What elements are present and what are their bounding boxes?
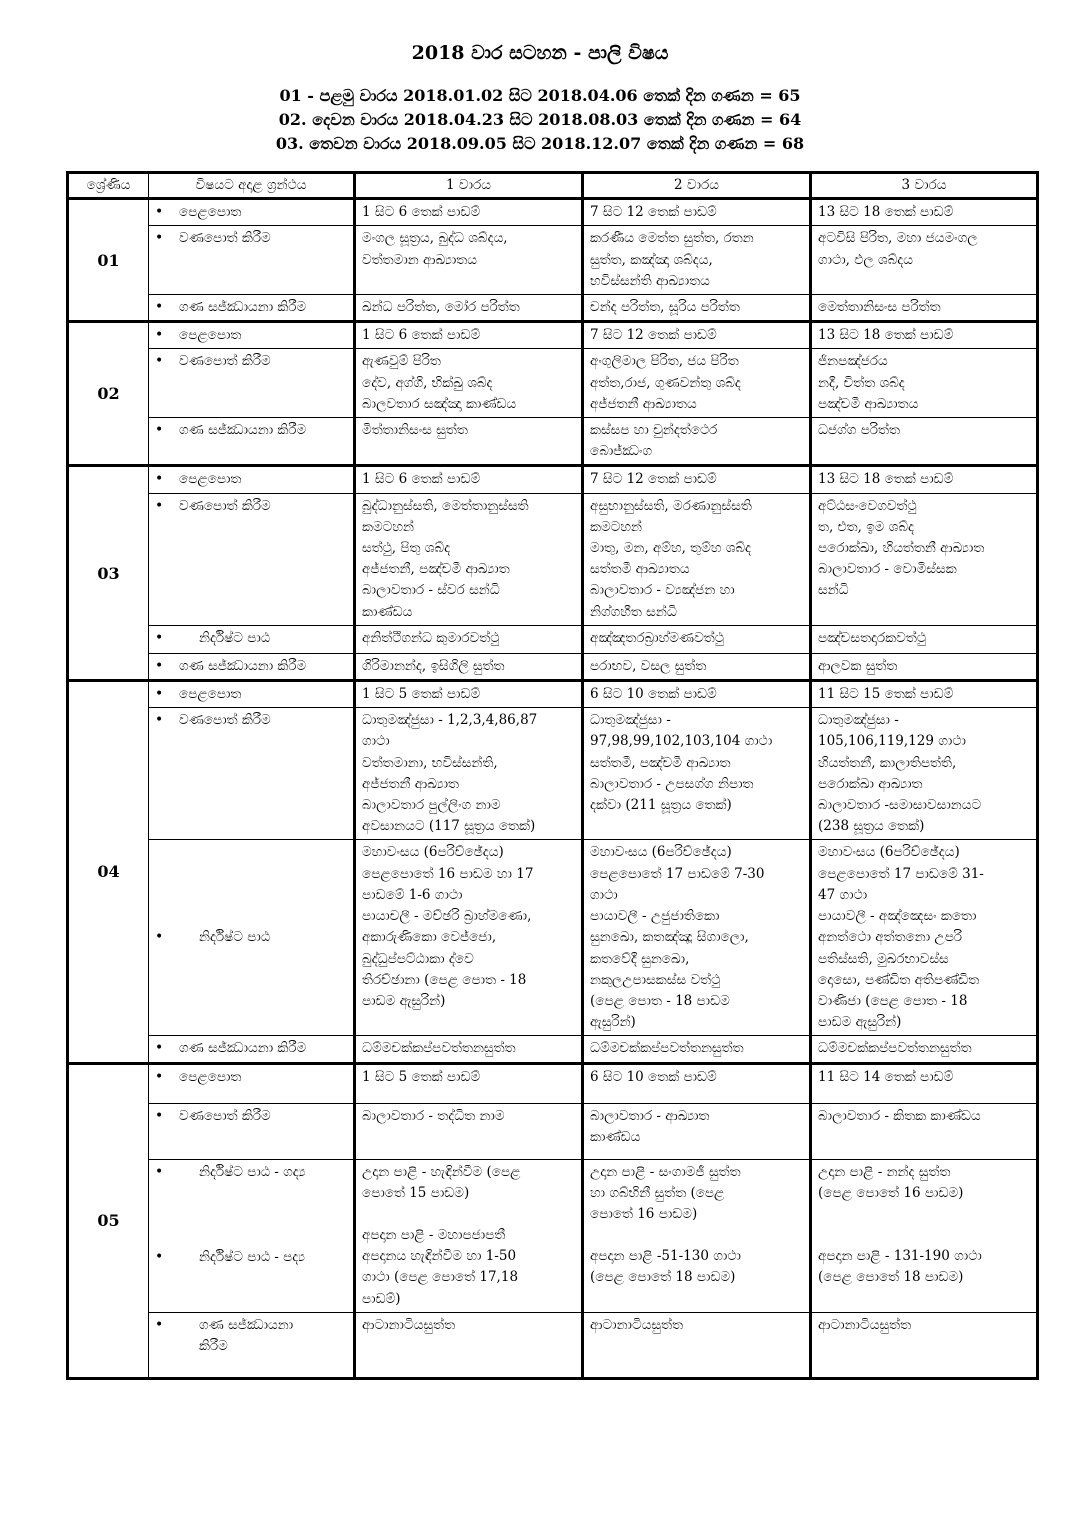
subject-cell: [149, 1036, 355, 1063]
cell-line: 7 සිට 12 තෙක් පාඩම්: [590, 327, 717, 344]
cell-line: පරොක්ඛා, හියත්තනී ආඛ්‍යාත: [818, 540, 985, 557]
cell-line: පාඩම ඇසුරින්): [818, 1014, 902, 1031]
cell-line: පරාභව, වසල සුත්ත: [590, 657, 707, 674]
term-2-cell: [583, 1159, 811, 1312]
cell-line: අනත්ථො අත්තනො උපරි: [818, 929, 963, 946]
term-1-cell: [355, 1036, 583, 1063]
cell-line: අත්ත,රාජ, ගුණවන්තු ශබ්ද: [590, 374, 741, 391]
cell-line: 1 සිට 6 තෙක් පාඩම්: [362, 204, 481, 221]
term-2-cell: [583, 1036, 811, 1063]
term-3-cell: [811, 1312, 1038, 1378]
cell-line: අට්ඨසංවෙගවත්ථු: [818, 497, 917, 514]
cell-line: ගිරිමානන්ද, ඉසිගිලි සුත්ත: [362, 657, 505, 674]
cell-line: ධම්මචක්කප්පවත්තනසුත්ත: [590, 1040, 744, 1057]
term-1-cell: [355, 295, 583, 322]
table-row: [68, 1103, 1038, 1159]
cell-line: 6 සිට 10 තෙක් පාඩම්: [590, 1068, 717, 1085]
header-term-2: 2 වාරය: [583, 173, 811, 199]
cell-line: 47 ගාථා: [818, 886, 868, 903]
term-1-cell: [355, 418, 583, 466]
cell-line: පාඩම්): [362, 1290, 401, 1307]
term-2-cell: [583, 466, 811, 493]
page-title: 2018 වාර සටහන - පාලි විෂය: [411, 42, 669, 64]
subject-label: පෙළපොත: [179, 1068, 242, 1085]
cell-line: ආටානාටියසුත්ත: [818, 1316, 912, 1333]
table-row: [68, 1063, 1038, 1103]
term-3-cell: [811, 840, 1038, 1036]
term-1-cell: [355, 708, 583, 840]
subject-label: නිර්දිෂ්ට පාඨ: [199, 629, 270, 646]
term-2-cell: [583, 349, 811, 418]
subject-cell: [149, 493, 355, 625]
cell-line: 7 සිට 12 තෙක් පාඩම්: [590, 471, 717, 488]
cell-line: පායාවලී - අඤ්ඤෙසං කතො: [818, 908, 977, 925]
term-3-cell: [811, 681, 1038, 708]
subject-label: නිර්දිෂ්ට පාඨ: [199, 929, 270, 946]
grade-cell: 05: [68, 1063, 149, 1378]
cell-line: මංගල සූත්‍රය, බුද්ධ ශබ්දය,: [362, 230, 508, 247]
cell-line: අපදාන පාළි - මහාපජාපතී: [362, 1226, 506, 1243]
cell-line: වාණිජා (පෙළ පොත - 18: [818, 992, 968, 1009]
cell-line: පොතේ 15 පාඩම): [362, 1184, 470, 1201]
cell-line: 1 සිට 6 තෙක් පාඩම්: [362, 471, 481, 488]
cell-line: ගාථා (පෙළ පොතේ 17,18: [362, 1269, 519, 1286]
cell-line: [590, 1225, 803, 1246]
cell-line: පායාවලී - උජුජාතිකො: [590, 908, 720, 925]
term-3-cell: [811, 1036, 1038, 1063]
subject-cell: [149, 653, 355, 680]
schedule-body: [68, 199, 1038, 1379]
cell-line: ධාතුමඤ්ජුසා -: [818, 712, 899, 729]
term-3-cell: [811, 625, 1038, 653]
term-3-cell: [811, 653, 1038, 680]
table-row: [68, 708, 1038, 840]
table-row: [68, 681, 1038, 708]
subject-label: පෙළපොත: [179, 204, 242, 221]
cell-line: ආලවක සුත්ත: [818, 657, 898, 674]
subject-cell: [149, 466, 355, 493]
cell-line: අඤ්ඤතරබ්‍රාහ්මණවත්ථු: [590, 629, 724, 646]
cell-line: අවසානයට (117 සූත්‍රය තෙක්): [362, 818, 536, 835]
term-3-cell: [811, 418, 1038, 466]
term-2-dates: 02. දෙවන වාරය 2018.04.23 සිට 2018.08.03 තෙක් දින ගණන = 64: [278, 110, 802, 129]
cell-line: බුද්ධුප්පට්ඨාකා ද්වෙ: [362, 950, 474, 967]
table-row: [68, 322, 1038, 349]
subject-label: වණපොත් කිරීම: [179, 712, 271, 729]
term-3-cell: [811, 322, 1038, 349]
cell-line: 1 සිට 5 තෙක් පාඩම්: [362, 1068, 481, 1085]
cell-line: සත්තමී ආඛ්‍යාතය: [590, 561, 690, 578]
term-2-cell: [583, 199, 811, 226]
header-row: [68, 173, 1038, 199]
term-1-cell: [355, 349, 583, 418]
cell-line: බාලාවතාර - ආඛ්‍යාත: [590, 1107, 710, 1124]
cell-line: 13 සිට 18 තෙක් පාඩම්: [818, 204, 954, 221]
table-row: [68, 625, 1038, 653]
cell-line: පඤ්චසතදාරකවත්ථු: [818, 629, 926, 646]
cell-line: බාලාවතාර - කිතක කාණ්ඩය: [818, 1107, 981, 1124]
table-row: [68, 1159, 1038, 1312]
subject-cell: [149, 1159, 355, 1312]
cell-line: හා ගබ්භිනී සුත්ත (පෙළ: [590, 1184, 725, 1201]
term-3-cell: [811, 349, 1038, 418]
term-3-cell: [811, 466, 1038, 493]
cell-line: අසුභානුස්සති, මරණානුස්සති: [590, 497, 752, 514]
grade-cell: 02: [68, 322, 149, 466]
cell-line: 13 සිට 18 තෙක් පාඩම්: [818, 327, 954, 344]
term-2-cell: [583, 708, 811, 840]
cell-line: ආටානාටියසුත්ත: [590, 1316, 684, 1333]
cell-line: 105,106,119,129 ගාථා: [818, 733, 966, 750]
cell-line: ධජග්ග පරිත්ත: [818, 422, 900, 439]
subject-label-2: කිරීම: [199, 1337, 228, 1354]
term-1-cell: [355, 681, 583, 708]
subject-cell: [149, 322, 355, 349]
term-2-cell: [583, 226, 811, 295]
table-row: [68, 493, 1038, 625]
cell-line: 7 සිට 12 තෙක් පාඩම්: [590, 204, 717, 221]
term-1-cell: [355, 840, 583, 1036]
header-grade: ශ්‍රේණිය: [68, 173, 149, 199]
term-3-dates: 03. තෙවන වාරය 2018.09.05 සිට 2018.12.07 තෙක් දින ගණන = 68: [275, 134, 805, 153]
cell-line: ධම්මචක්කප්පවත්තනසුත්ත: [362, 1040, 516, 1057]
header-subject: විෂයට අදාළ ග්‍රන්ථය: [149, 173, 355, 199]
subject-cell: [149, 199, 355, 226]
term-1-cell: [355, 1103, 583, 1159]
cell-line: ගාථා, ඵල ශබ්දය: [818, 251, 913, 268]
cell-line: ධාතුමඤ්ජුසා -: [590, 712, 671, 729]
subject-cell: [149, 295, 355, 322]
cell-line: අංගුලිමාල පිරිත, ජය පිරිත: [590, 353, 739, 370]
cell-line: හියත්තනී, කාලාතිපත්ති,: [818, 754, 957, 771]
cell-line: භවිස්සන්ති ආඛ්‍යාතය: [590, 272, 710, 289]
cell-line: ඇණවුම් පිරිත: [362, 353, 441, 370]
cell-line: බාලාවතාර පුල්ලිංග නාම: [362, 797, 501, 814]
subject-cell: [149, 1312, 355, 1378]
cell-line: පාඩමේ 1-6 ගාථා: [362, 886, 463, 903]
cell-line: උදාන පාළි - හැඳින්වීම (පෙළ: [362, 1163, 521, 1180]
cell-line: කමටහන්: [362, 518, 414, 535]
cell-line: කස්සප හා චුන්දත්ථෙර: [590, 422, 718, 439]
cell-line: 11 සිට 15 තෙක් පාඩම්: [818, 686, 954, 703]
header-term-3: 3 වාරය: [811, 173, 1038, 199]
cell-line: ආටානාටියසුත්ත: [362, 1316, 456, 1333]
subject-label: නිර්දිෂ්ට පාඨ - ගද්‍ය: [199, 1163, 306, 1180]
term-2-cell: [583, 1063, 811, 1103]
term-1-dates: 01 - පළමු වාරය 2018.01.02 සිට 2018.04.06 තෙක් දින ගණන = 65: [279, 86, 801, 105]
cell-line: බාලාවතාර - ව්‍යඤ්ජන හා: [590, 582, 735, 599]
cell-line: අජ්ජතනී ආඛ්‍යාතය: [590, 395, 697, 412]
cell-line: බාලාවතාර -සමාසාවසානයට: [818, 797, 982, 814]
schedule-table: [66, 171, 1039, 1380]
term-1-cell: [355, 653, 583, 680]
term-3-cell: [811, 199, 1038, 226]
term-3-cell: [811, 295, 1038, 322]
table-row: [68, 199, 1038, 226]
subject-cell: [149, 681, 355, 708]
cell-line: අකාරුණිකො වෙජ්ජො,: [362, 929, 497, 946]
cell-line: කරණීය මෙත්ත සුත්ත, රතන: [590, 230, 754, 247]
cell-line: අනිත්ථිගන්ධ කුමාරවත්ථු: [362, 629, 500, 646]
table-row: [68, 840, 1038, 1036]
cell-line: කාණ්ඩය: [362, 603, 413, 620]
subject-label: පෙළපොත: [179, 327, 242, 344]
cell-line: බාලවතාර සඤ්ඤා කාණ්ඩය: [362, 395, 517, 412]
table-row: [68, 349, 1038, 418]
cell-line: වත්තමානා, භවිස්සන්ති,: [362, 754, 498, 771]
table-row: [68, 226, 1038, 295]
cell-line: පතිස්සති, මුඛරභාවස්ස: [818, 950, 949, 967]
term-1-cell: [355, 226, 583, 295]
cell-line: මිත්තානිසංස සුත්ත: [362, 422, 468, 439]
subject-cell: [149, 840, 355, 1036]
cell-line: බොජ්ඣංග: [590, 443, 653, 460]
cell-line: කාණ්ඩය: [590, 1128, 641, 1145]
cell-line: පෙළපොතේ 17 පාඩමේ 7-30: [590, 865, 765, 882]
term-1-cell: [355, 493, 583, 625]
cell-line: 1 සිට 5 තෙක් පාඩම්: [362, 686, 481, 703]
term-3-cell: [811, 1103, 1038, 1159]
cell-line: ජිනපඤ්ජරය: [818, 353, 888, 370]
term-1-cell: [355, 1063, 583, 1103]
cell-line: මහාවංසය (6පරිච්ඡේදය): [818, 844, 960, 861]
cell-line: අපදානය හැඳින්වීම හා 1-50: [362, 1248, 517, 1265]
cell-line: කතවේදී සුනඛො,: [590, 950, 690, 967]
cell-line: සුත්ත, කඤ්ඤා ශබ්දය,: [590, 251, 713, 268]
header-term-1: 1 වාරය: [355, 173, 583, 199]
term-2-cell: [583, 625, 811, 653]
cell-line: 1 සිට 6 තෙක් පාඩම්: [362, 327, 481, 344]
subject-label: ගණ සජ්ඣායනා කිරීම: [179, 657, 307, 674]
term-dates: [0, 84, 1080, 156]
cell-line: සන්ධි: [818, 582, 849, 599]
subject-label: වණපොත් කිරීම: [179, 1107, 271, 1124]
subject-label: පෙළපොත: [179, 686, 242, 703]
cell-line: 97,98,99,102,103,104 ගාථා: [590, 733, 773, 750]
cell-line: ධම්මචක්කප්පවත්තනසුත්ත: [818, 1040, 972, 1057]
cell-line: පාඩම ඇසුරින්): [362, 992, 446, 1009]
cell-line: නකුලඋපාසකස්ස වත්ථු: [590, 971, 721, 988]
subject-cell: [149, 1103, 355, 1159]
cell-line: [362, 1204, 575, 1225]
cell-line: ත, එත, ඉම ශබ්ද: [818, 518, 914, 535]
cell-line: 6 සිට 10 තෙක් පාඩම්: [590, 686, 717, 703]
term-2-cell: [583, 418, 811, 466]
table-row: [68, 418, 1038, 466]
term-3-cell: [811, 226, 1038, 295]
cell-line: පොතේ 16 පාඩම): [590, 1205, 698, 1222]
term-2-cell: [583, 322, 811, 349]
cell-line: (පෙළ පොතේ 18 පාඩම): [590, 1269, 736, 1286]
subject-cell: [149, 708, 355, 840]
term-3-cell: [811, 1063, 1038, 1103]
cell-line: ඛන්ධ පරිත්ත, මෝර පරිත්ත: [362, 299, 520, 316]
cell-line: සත්තමී, පඤ්චමී ආඛ්‍යාත: [590, 754, 731, 771]
cell-line: අජ්ජතනී ආඛ්‍යාත: [362, 775, 460, 792]
cell-line: නදී, චිත්ත ශබ්ද: [818, 374, 905, 391]
cell-line: ගාථා: [590, 886, 618, 903]
cell-line: දොසො, පණ්ඩිත අතිපණ්ඩිත: [818, 971, 980, 988]
cell-line: ගාථා: [362, 733, 390, 750]
cell-line: අටවිසි පිරිත, මහා ජයමංගල: [818, 230, 978, 247]
cell-line: බාලාවතාර - උපසග්ග නිපාත: [590, 775, 754, 792]
cell-line: පරොක්ඛා ආඛ්‍යාත: [818, 775, 923, 792]
subject-label: වණපොත් කිරීම: [179, 353, 271, 370]
cell-line: [818, 1204, 1030, 1225]
cell-line: ඇසුරින්): [590, 1014, 636, 1031]
cell-line: (238 සූත්‍රය තෙක්): [818, 818, 925, 835]
term-2-cell: [583, 493, 811, 625]
cell-line: බුද්ධානුස්සති, මෙත්තානුස්සති: [362, 497, 529, 514]
cell-line: අපදාන පාළි -51-130 ගාථා: [590, 1248, 741, 1265]
cell-line: උදාන පාළි - නන්ද සුත්ත: [818, 1163, 951, 1180]
grade-cell: 03: [68, 466, 149, 681]
term-1-cell: [355, 625, 583, 653]
cell-line: අජ්ජතනී, පඤ්චමී ආඛ්‍යාත: [362, 561, 510, 578]
cell-line: පඤ්චමී ආඛ්‍යාතය: [818, 395, 919, 412]
cell-line: වත්තමාන ආඛ්‍යාතය: [362, 251, 477, 268]
subject-cell: [149, 226, 355, 295]
cell-line: ධාතුමඤ්ජුසා - 1,2,3,4,86,87: [362, 712, 538, 729]
term-1-cell: [355, 1312, 583, 1378]
cell-line: (පෙළ පොත - 18 පාඩම: [590, 992, 730, 1009]
cell-line: දක්වා (211 සූත්‍රය තෙක්): [590, 797, 732, 814]
term-3-cell: [811, 708, 1038, 840]
cell-line: මාතු, මන, අම්හ, තුම්හ ශබ්ද: [590, 540, 752, 557]
cell-line: නිග්ගහීත සන්ධි: [590, 603, 677, 620]
grade-cell: 01: [68, 199, 149, 322]
subject-label: ගණ සජ්ඣායනා කිරීම: [179, 422, 307, 439]
cell-line: 13 සිට 18 තෙක් පාඩම්: [818, 471, 954, 488]
cell-line: තිරච්ඡානා (පෙළ පොත - 18: [362, 971, 527, 988]
cell-line: මහාවංසය (6පරිච්ඡේදය): [362, 844, 504, 861]
term-2-cell: [583, 840, 811, 1036]
table-row: [68, 466, 1038, 493]
cell-line: 11 සිට 14 තෙක් පාඩම්: [818, 1068, 954, 1085]
cell-line: බාලාවතාර - තද්ධිත නාම: [362, 1107, 505, 1124]
table-row: [68, 1312, 1038, 1378]
term-1-cell: [355, 1159, 583, 1312]
term-2-cell: [583, 681, 811, 708]
term-1-cell: [355, 199, 583, 226]
table-row: [68, 653, 1038, 680]
term-2-cell: [583, 653, 811, 680]
cell-line: උදාන පාළි - සංගාමජී සුත්ත: [590, 1163, 741, 1180]
term-2-cell: [583, 1312, 811, 1378]
term-2-cell: [583, 295, 811, 322]
cell-line: චන්ද පරිත්ත, සූරිය පරිත්ත: [590, 299, 740, 316]
cell-line: (පෙළ පොතේ 18 පාඩම): [818, 1269, 964, 1286]
subject-cell: [149, 625, 355, 653]
table-row: [68, 1036, 1038, 1063]
subject-cell: [149, 418, 355, 466]
subject-label: පෙළපොත: [179, 471, 242, 488]
cell-line: කමටහන්: [590, 518, 642, 535]
cell-line: පෙළපොතේ 16 පාඩම හා 17: [362, 865, 534, 882]
cell-line: පායාචලී - මච්ඡරි බ්‍රාහ්මණො,: [362, 908, 532, 925]
subject-cell: [149, 1063, 355, 1103]
term-1-cell: [355, 322, 583, 349]
term-2-cell: [583, 1103, 811, 1159]
table-row: [68, 295, 1038, 322]
subject-label: වණපොත් කිරීම: [179, 497, 271, 514]
subject-cell: [149, 349, 355, 418]
cell-line: පෙළපොතේ 17 පාඩමේ 31-: [818, 865, 984, 882]
cell-line: මෙත්තානිසංස පරිත්ත: [818, 299, 941, 316]
cell-line: සත්ථු, පිතු ශබ්ද: [362, 540, 451, 557]
cell-line: දේව, අග්ගි, භික්ඛු ශබ්ද: [362, 374, 493, 391]
grade-cell: 04: [68, 681, 149, 1063]
cell-line: බාලාවතාර - වොමිස්සක: [818, 561, 957, 578]
subject-label: වණපොත් කිරීම: [179, 230, 271, 247]
subject-label: ගණ සජ්ඣායනා කිරීම: [179, 299, 307, 316]
cell-line: [818, 1225, 1030, 1246]
cell-line: බාලාවතාර - ස්වර සන්ධි: [362, 582, 500, 599]
cell-line: (පෙළ පොතේ 16 පාඩම): [818, 1184, 964, 1201]
term-3-cell: [811, 1159, 1038, 1312]
term-3-cell: [811, 493, 1038, 625]
cell-line: මහාවංසය (6පරිච්ඡේදය): [590, 844, 732, 861]
term-1-cell: [355, 466, 583, 493]
cell-line: අපදාන පාළි - 131-190 ගාථා: [818, 1247, 982, 1264]
cell-line: සුනඛො, කතඤ්ඤූ සිගාලො,: [590, 929, 749, 946]
subject-label: ගණ සජ්ඣායනා: [199, 1316, 294, 1333]
subject-label: ගණ සජ්ඣායනා කිරීම: [179, 1040, 307, 1057]
subject-label-2: නිර්දිෂ්ට පාඨ - පද්‍ය: [199, 1248, 305, 1265]
